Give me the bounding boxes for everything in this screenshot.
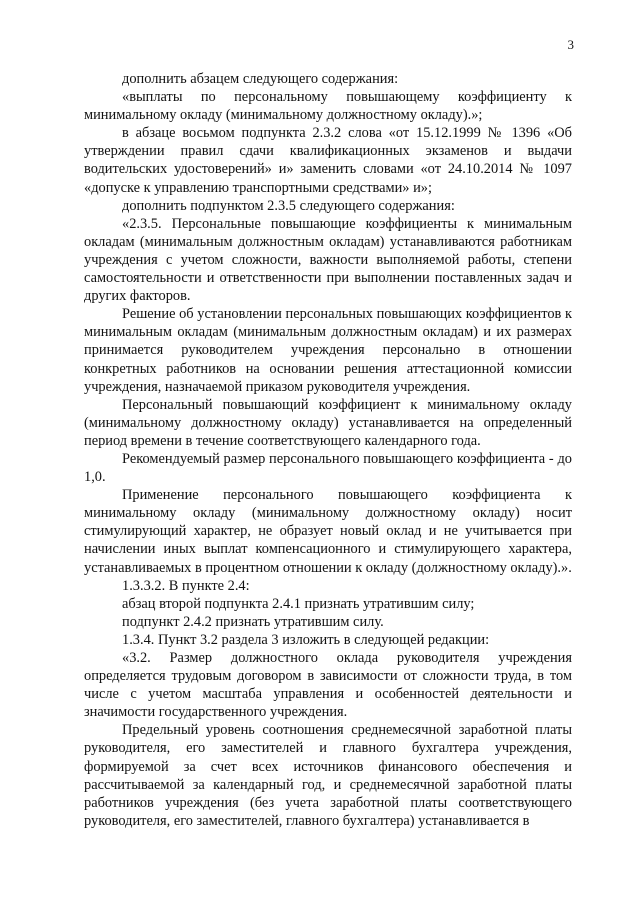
paragraph-12: подпункт 2.4.2 признать утратившим силу. bbox=[122, 613, 384, 630]
document-body bbox=[84, 70, 572, 830]
paragraph-6: Решение об установлении персональных повышающих коэффициентов к минимальным окладам (минимальным должностным окладам) и их размерах принимается руководителем учреждения персонально в отношении конкретных работников на основании решения аттестационной комиссии учреждения, назначаемой приказом руководителя учреждения. bbox=[84, 306, 572, 395]
paragraph-14: «3.2. Размер должностного оклада руководителя учреждения определяется трудовым договором в зависимости от сложности труда, в том числе с учетом масштаба управления и особенностей деятельности и значимости государственного учреждения. bbox=[84, 650, 572, 721]
paragraph-11: абзац второй подпункта 2.4.1 признать утратившим силу; bbox=[122, 595, 475, 612]
paragraph-13: 1.3.4. Пункт 3.2 раздела 3 изложить в следующей редакции: bbox=[122, 631, 490, 648]
paragraph-1: дополнить абзацем следующего содержания: bbox=[122, 71, 399, 87]
paragraph-8: Рекомендуемый размер персонального повышающего коэффициента - до 1,0. bbox=[84, 450, 572, 486]
paragraph-2: «выплаты по персональному повышающему коэффициенту к минимальному окладу (минимальному должностному окладу).»; bbox=[84, 89, 572, 124]
paragraph-15: Предельный уровень соотношения среднемесячной заработной платы руководителя, его заместителей и главного бухгалтера учреждения, формируемой за счет всех источников финансового обеспечения и рассчитываемой за календарный год, и среднемесячной заработной платы работников учреждения (без учета заработной платы соответствующего руководителя, его заместителей, главного бухгалтера) устанавливается в bbox=[84, 722, 572, 829]
paragraph-3: в абзаце восьмом подпункта 2.3.2 слова «от 15.12.1999 № 1396 «Об утверждении правил сдачи квалификационных экзаменов и выдачи водительских удостоверений» и» заменить словами «от 24.10.2014 № 1097 «допуске к управлению транспортными средствами» и»; bbox=[84, 125, 572, 196]
paragraph-9: Применение персонального повышающего коэффициента к минимальному окладу (минимальному должностному окладу) носит стимулирующий характер, не образует новый оклад и не учитывается при начислении иных выплат компенсационного и стимулирующего характера, устанавливаемых в процентном отношении к окладу (должностному окладу).». bbox=[84, 487, 572, 576]
paragraph-10: 1.3.3.2. В пункте 2.4: bbox=[122, 577, 250, 594]
paragraph-4: дополнить подпунктом 2.3.5 следующего содержания: bbox=[122, 197, 455, 214]
paragraph-7: Персональный повышающий коэффициент к минимальному окладу (минимальному должностному окладу) устанавливается на определенный период времени в течение соответствующего календарного года. bbox=[84, 396, 572, 449]
paragraph-5: «2.3.5. Персональные повышающие коэффициенты к минимальным окладам (минимальным должностным окладам) устанавливаются работникам учреждения с учетом сложности, важности выполняемой работы, степени самостоятельности и ответственности при выполнении поставленных задач и других факторов. bbox=[84, 215, 572, 305]
page-number: 3 bbox=[567, 37, 574, 52]
